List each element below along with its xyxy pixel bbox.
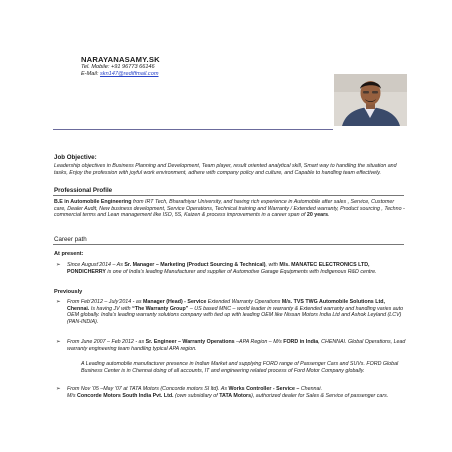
- email-link[interactable]: skn147@rediffmail.com: [99, 71, 159, 77]
- career-heading: Career path: [54, 236, 87, 243]
- profile-photo-image: [334, 74, 407, 126]
- profile-end: .: [328, 212, 330, 219]
- prev1-c: Is having JV with: [89, 305, 133, 312]
- previous-role-2: [56, 339, 407, 352]
- arrow-bullet-icon: ➢: [56, 299, 61, 305]
- previous-role-1: [56, 299, 407, 325]
- career-divider: [53, 244, 404, 245]
- degree: B.E in Automobile Engineering: [54, 199, 132, 205]
- prev1-d: – US based MNC – world leader in warranty & Extended warranty and handling varies auto OEM globally. India’s leading warranty solutions company with tied up with leading OEM like Nissan Motors India Ltd and Ashok Leyland (LCV)(PAN-INDIA).: [67, 305, 404, 325]
- ford-description: A Leading automobile manufacturer presence in Indian Market and supplying FORD range of Passenger Cars and SUVs. FORD Global Business Center is in Chennai doing of all accounts, IT and engineering related process of Ford Motor Company globally.: [81, 361, 399, 374]
- experience-years: 20 years: [306, 212, 329, 219]
- present-label: At present:: [54, 251, 84, 257]
- present-c: is one of India’s leading Manufacturer and supplier of Automotive Garage Equipments with Indigenous R&D centre.: [105, 268, 377, 275]
- prev1-company: M/s. TVS TWG Automobile Solutions Ltd, Chennai.: [67, 299, 385, 312]
- arrow-bullet-icon: ➢: [56, 262, 61, 268]
- profile-photo: [334, 74, 407, 126]
- prev2-c: , CHENNAI. Global Operations, Lead warranty engineering team handling typical APA region.: [67, 339, 406, 352]
- email-line: [81, 71, 159, 77]
- prev3-b: Chennai.: [299, 386, 323, 392]
- prev1-partner: “The Warranty Group”: [132, 305, 189, 312]
- header-divider: [53, 129, 333, 130]
- prev3-company: Concorde Motors South India Pvt. Ltd.: [77, 392, 174, 399]
- email-prefix: E-Mail:: [81, 71, 100, 77]
- prev2-company: FORD in India: [283, 339, 319, 345]
- phone-line: Tel. Mobile: +91 96773 66146: [81, 64, 155, 70]
- prev1-title: Manager (Head) - Service: [142, 299, 207, 305]
- prev3-c: M/s: [67, 392, 78, 399]
- previously-label: Previously: [54, 289, 83, 295]
- prev2-title: Sr. Engineer – Warranty Operations: [145, 339, 235, 345]
- previous-role-3: [56, 386, 407, 399]
- present-b: , with: [265, 262, 280, 268]
- prev1-a: From Feb’2012 – July’2014 - as: [67, 299, 143, 305]
- objective-heading: Job Objective:: [54, 154, 97, 161]
- prev2-a: From June 2007 – Feb 2012 - as: [67, 339, 146, 345]
- candidate-name: NARAYANASAMY.SK: [81, 55, 160, 64]
- prev1-b: Extended Warranty Operations: [206, 299, 282, 305]
- present-title: Sr. Manager – Marketing (Product Sourcing & Technical): [124, 262, 266, 268]
- profile-heading: Professional Profile: [54, 187, 113, 194]
- arrow-bullet-icon: ➢: [56, 386, 61, 392]
- prev3-parent: TATA Motors: [219, 392, 252, 399]
- profile-divider: [53, 195, 404, 196]
- objective-text: Leadership objectives in Business Planning and Development, Team player, result oriented analytical skill, Smart way to handling the situation and tasks, Enjoy the profession with joyful work environment, adhere with company policy and culture, and Capable to handling team effectively.: [54, 163, 397, 176]
- arrow-bullet-icon: ➢: [56, 339, 61, 345]
- present-a: Since August’2014 – As: [67, 262, 125, 268]
- prev3-d: (own subsidiary of: [173, 392, 220, 399]
- prev3-title: Works Controller - Service –: [228, 386, 300, 392]
- prev3-e: ), authorized dealer for Sales & Service of passenger cars.: [251, 392, 389, 399]
- present-company: M/s. MANATEC ELECTRONICS LTD, PONDICHERRY: [67, 262, 370, 275]
- present-role: [56, 262, 407, 275]
- profile-text: [54, 199, 406, 219]
- profile-body: from IRT Tech, Bharathiyar University, and having rich experience in Automobile after sales , Service, Customer care, Dealer Audit, New business development, Service Operations, Technical training and Warranty / Extended warranty, Product sourcing , Techno -commercial terms and Lean management like ISO, 5S, Kaizen & process improvements in a career span of: [54, 199, 405, 219]
- prev3-a: From Nov ‘05 –May ’07 at TATA Motors (Concorde motors SI ltd). As: [67, 386, 229, 392]
- prev2-b: –APA Region – M/s: [234, 339, 284, 345]
